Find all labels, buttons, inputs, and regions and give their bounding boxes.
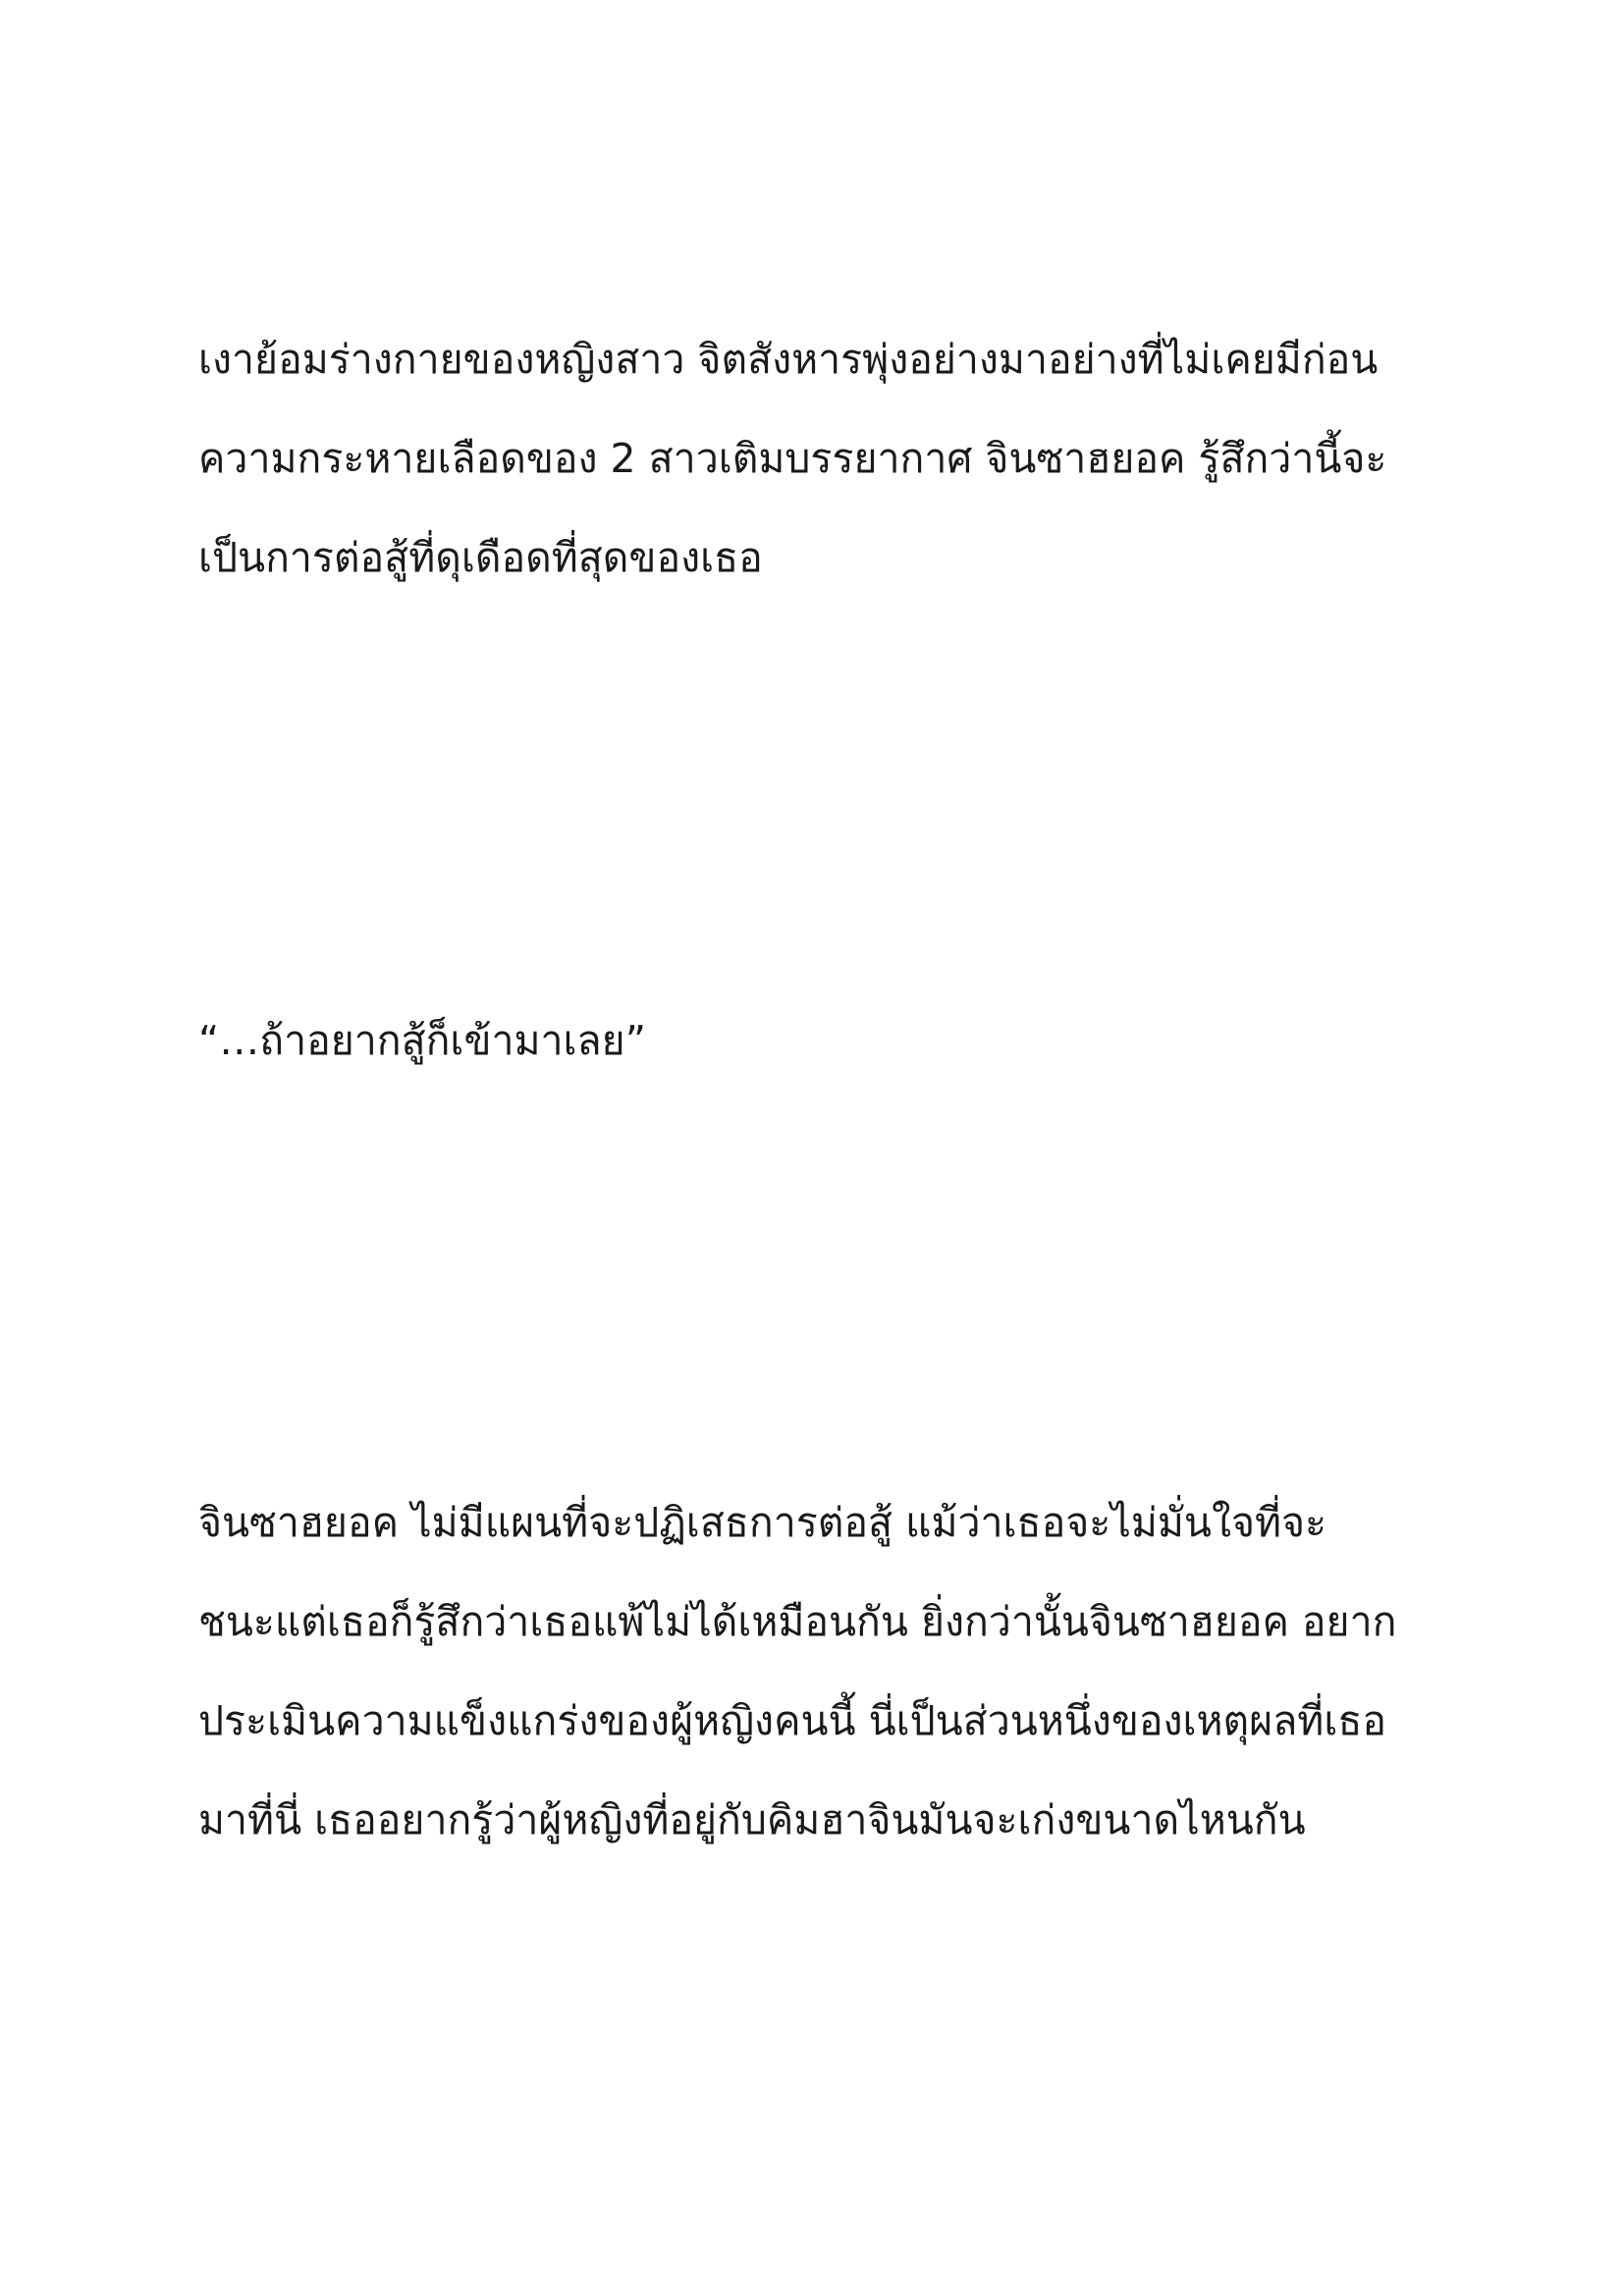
paragraph-line: เงาย้อมร่างกายของหญิงสาว จิตสังหารพุ่งอย่างมาอย่างที่ไม่เคยมีก่อน <box>198 336 1379 383</box>
paragraph-line: จินซาฮยอค ไม่มีแผนที่จะปฏิเสธการต่อสู้ แม้ว่าเธอจะไม่มั่นใจที่จะ <box>198 1499 1327 1546</box>
paragraph-line: ความกระหายเลือดของ 2 สาวเติมบรรยากาศ จินซาฮยอค รู้สึกว่านี้จะ <box>198 435 1387 482</box>
quote-line: “…ถ้าอยากสู้ก็เข้ามาเลย” <box>198 1017 646 1064</box>
paragraph-line: ชนะแต่เธอก็รู้สึกว่าเธอแพ้ไม่ได้เหมือนกัน ยิ่งกว่านั้นจินซาฮยอค อยาก <box>198 1598 1397 1645</box>
paragraph-line: เป็นการต่อสู้ที่ดุเดือดที่สุดของเธอ <box>198 534 763 581</box>
paragraph-line: มาที่นี่ เธออยากรู้ว่าผู้หญิงที่อยู่กับคิมฮาจินมันจะเก่งขนาดไหนกัน <box>198 1796 1306 1843</box>
paragraph-line: ประเมินความแข็งแกร่งของผู้หญิงคนนี้ นี่เป็นส่วนหนึ่งของเหตุผลที่เธอ <box>198 1697 1387 1744</box>
